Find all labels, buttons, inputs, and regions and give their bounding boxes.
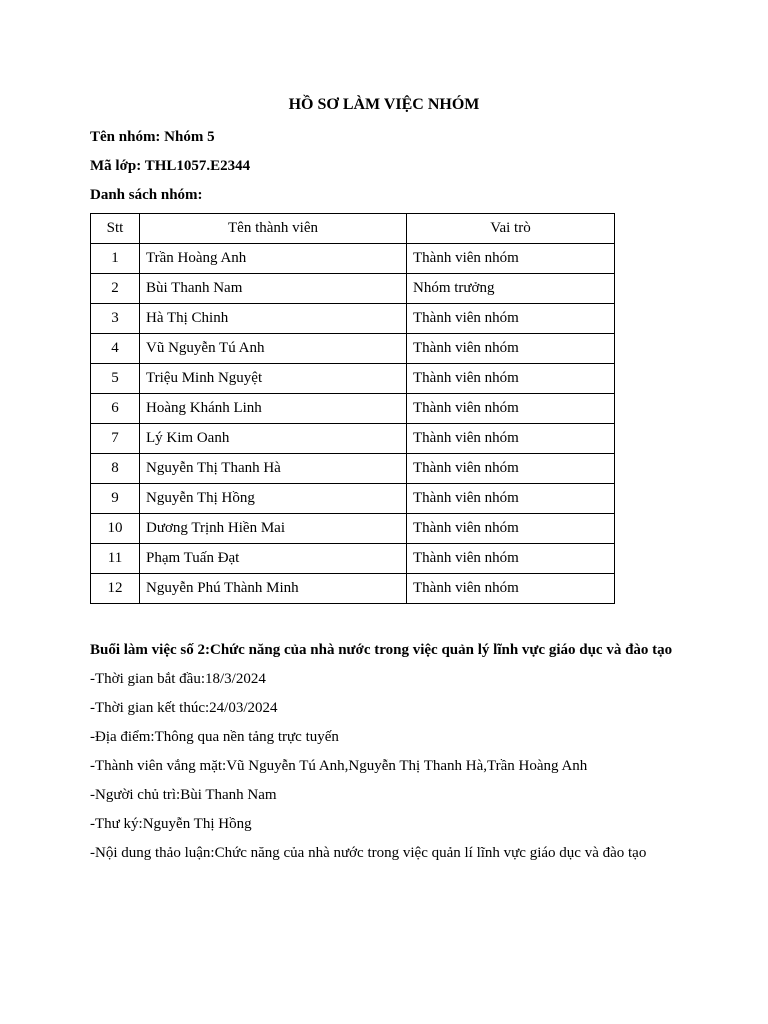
row-role: Thành viên nhóm bbox=[407, 244, 615, 274]
table-row bbox=[91, 274, 615, 304]
row-role: Thành viên nhóm bbox=[407, 334, 615, 364]
row-role: Thành viên nhóm bbox=[407, 364, 615, 394]
row-stt: 2 bbox=[91, 274, 140, 304]
row-role: Thành viên nhóm bbox=[407, 484, 615, 514]
group-name: Tên nhóm: Nhóm 5 bbox=[90, 129, 215, 145]
table-row bbox=[91, 244, 615, 274]
row-role: Thành viên nhóm bbox=[407, 514, 615, 544]
member-list-heading: Danh sách nhóm: bbox=[90, 187, 203, 203]
session-secretary: -Thư ký:Nguyễn Thị Hồng bbox=[90, 816, 252, 832]
row-member-name: Hoàng Khánh Linh bbox=[140, 394, 407, 424]
session-end-time: -Thời gian kết thúc:24/03/2024 bbox=[90, 700, 278, 716]
row-role: Thành viên nhóm bbox=[407, 544, 615, 574]
row-stt: 4 bbox=[91, 334, 140, 364]
row-stt: 3 bbox=[91, 304, 140, 334]
header-stt: Stt bbox=[91, 214, 140, 244]
session-discussion: -Nội dung thảo luận:Chức năng của nhà nước trong việc quản lí lĩnh vực giáo dục và đào tạo bbox=[90, 845, 647, 861]
session-title: Buổi làm việc số 2:Chức năng của nhà nước trong việc quản lý lĩnh vực giáo dục và đào tạo bbox=[90, 642, 673, 658]
row-member-name: Bùi Thanh Nam bbox=[140, 274, 407, 304]
row-member-name: Vũ Nguyễn Tú Anh bbox=[140, 334, 407, 364]
table-header-row bbox=[91, 214, 615, 244]
row-stt: 11 bbox=[91, 544, 140, 574]
session-start-time: -Thời gian bắt đầu:18/3/2024 bbox=[90, 671, 266, 687]
row-member-name: Nguyễn Phú Thành Minh bbox=[140, 574, 407, 604]
row-member-name: Nguyễn Thị Hồng bbox=[140, 484, 407, 514]
table-row bbox=[91, 304, 615, 334]
session-chair: -Người chủ trì:Bùi Thanh Nam bbox=[90, 787, 277, 803]
row-member-name: Lý Kim Oanh bbox=[140, 424, 407, 454]
table-row bbox=[91, 394, 615, 424]
row-member-name: Nguyễn Thị Thanh Hà bbox=[140, 454, 407, 484]
table-row bbox=[91, 514, 615, 544]
row-role: Nhóm trưởng bbox=[407, 274, 615, 304]
row-role: Thành viên nhóm bbox=[407, 574, 615, 604]
row-role: Thành viên nhóm bbox=[407, 304, 615, 334]
row-role: Thành viên nhóm bbox=[407, 454, 615, 484]
row-member-name: Triệu Minh Nguyệt bbox=[140, 364, 407, 394]
row-member-name: Dương Trịnh Hiền Mai bbox=[140, 514, 407, 544]
table-row bbox=[91, 334, 615, 364]
row-member-name: Hà Thị Chinh bbox=[140, 304, 407, 334]
row-stt: 5 bbox=[91, 364, 140, 394]
row-role: Thành viên nhóm bbox=[407, 394, 615, 424]
row-member-name: Trần Hoàng Anh bbox=[140, 244, 407, 274]
row-stt: 10 bbox=[91, 514, 140, 544]
table-row bbox=[91, 454, 615, 484]
table-row bbox=[91, 574, 615, 604]
session-absent-members: -Thành viên vắng mặt:Vũ Nguyễn Tú Anh,Nguyễn Thị Thanh Hà,Trần Hoàng Anh bbox=[90, 758, 588, 774]
row-stt: 12 bbox=[91, 574, 140, 604]
member-table bbox=[90, 213, 615, 604]
header-role: Vai trò bbox=[407, 214, 615, 244]
session-location: -Địa điểm:Thông qua nền tảng trực tuyến bbox=[90, 729, 339, 745]
row-stt: 9 bbox=[91, 484, 140, 514]
table-row bbox=[91, 544, 615, 574]
row-role: Thành viên nhóm bbox=[407, 424, 615, 454]
header-member-name: Tên thành viên bbox=[140, 214, 407, 244]
row-stt: 8 bbox=[91, 454, 140, 484]
session-section bbox=[90, 636, 680, 868]
row-stt: 6 bbox=[91, 394, 140, 424]
table-row bbox=[91, 424, 615, 454]
table-row bbox=[91, 364, 615, 394]
row-stt: 1 bbox=[91, 244, 140, 274]
row-stt: 7 bbox=[91, 424, 140, 454]
table-row bbox=[91, 484, 615, 514]
page-title: HỒ SƠ LÀM VIỆC NHÓM bbox=[288, 96, 480, 113]
row-member-name: Phạm Tuấn Đạt bbox=[140, 544, 407, 574]
class-code: Mã lớp: THL1057.E2344 bbox=[90, 158, 251, 174]
